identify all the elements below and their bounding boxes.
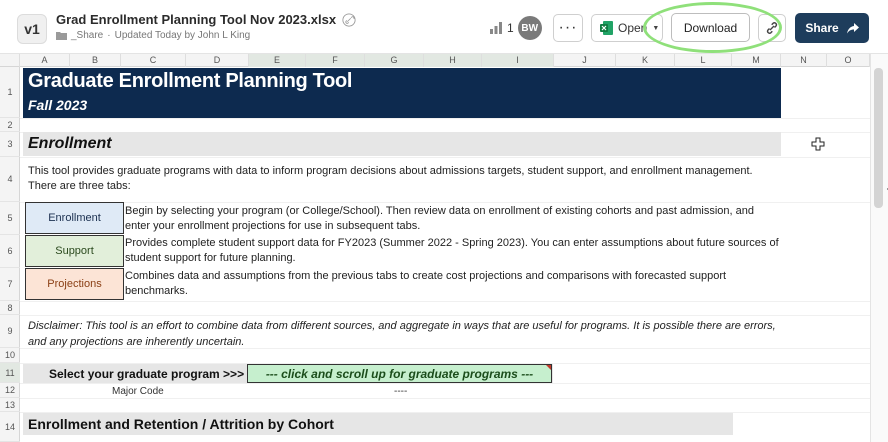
viewer-count[interactable] <box>481 15 543 41</box>
copy-link-button[interactable] <box>758 14 786 42</box>
column-header[interactable]: B <box>70 54 121 67</box>
disclaimer-line: and any projections are inherently uncertain. <box>28 336 245 348</box>
column-header[interactable]: H <box>424 54 482 67</box>
projections-tab-description <box>125 269 785 299</box>
row-header[interactable]: 2 <box>0 118 20 132</box>
row-header[interactable]: 3 <box>0 132 20 157</box>
column-header[interactable]: A <box>20 54 70 67</box>
column-header[interactable]: D <box>186 54 249 67</box>
cohort-section-title: Enrollment and Retention / Attrition by Cohort <box>28 416 334 432</box>
row-header[interactable]: 5 <box>0 202 20 235</box>
viewer-count-number: 1 <box>507 21 514 35</box>
column-header[interactable]: N <box>781 54 827 67</box>
intro-line: There are three tabs: <box>28 180 131 192</box>
updated-text: Updated Today by John L King <box>114 30 251 41</box>
vertical-scrollbar[interactable] <box>870 54 888 442</box>
link-icon[interactable] <box>342 13 356 27</box>
separator-dot: · <box>107 30 111 41</box>
row-header[interactable]: 10 <box>0 348 20 363</box>
row-header[interactable]: 6 <box>0 235 20 268</box>
file-name: Grad Enrollment Planning Tool Nov 2023.xlsx <box>56 12 337 27</box>
folder-icon <box>56 31 67 40</box>
row-header[interactable]: 9 <box>0 315 20 348</box>
comment-indicator-icon <box>546 365 551 370</box>
column-header[interactable]: M <box>732 54 781 67</box>
enrollment-tab-link[interactable]: Enrollment <box>25 202 124 234</box>
excel-icon <box>600 21 613 35</box>
file-title <box>56 12 356 27</box>
column-header[interactable]: K <box>616 54 675 67</box>
bar-chart-icon <box>489 22 503 34</box>
more-options-button[interactable]: ··· <box>553 14 583 42</box>
column-header[interactable]: F <box>306 54 365 67</box>
row-header[interactable]: 8 <box>0 301 20 315</box>
support-tab-link[interactable]: Support <box>25 235 124 267</box>
sheet-title: Graduate Enrollment Planning Tool <box>28 70 353 92</box>
row-header[interactable]: 12 <box>0 383 20 398</box>
row-header[interactable]: 14 <box>0 412 20 442</box>
projections-tab-link[interactable]: Projections <box>25 268 124 300</box>
sheet-subtitle: Fall 2023 <box>28 97 88 113</box>
open-button-label: Open <box>618 21 648 35</box>
version-badge[interactable]: v1 <box>17 14 47 44</box>
share-button-label: Share <box>805 21 839 35</box>
row-header[interactable]: 4 <box>0 157 20 202</box>
column-header[interactable]: L <box>675 54 732 67</box>
row-header[interactable]: 13 <box>0 398 20 412</box>
intro-text <box>28 164 778 194</box>
download-button[interactable]: Download <box>671 13 750 42</box>
description-line: Combines data and assumptions from the previous tabs to create cost projections and comparisons with forecasted support <box>125 270 727 282</box>
program-select-label: Select your graduate program >>> <box>49 367 245 381</box>
support-tab-description <box>125 236 785 266</box>
folder-name[interactable]: _Share <box>71 30 104 41</box>
column-header[interactable]: G <box>365 54 424 67</box>
major-code-value: ---- <box>394 386 408 397</box>
row-header[interactable]: 11 <box>0 363 20 383</box>
column-header[interactable]: O <box>827 54 870 67</box>
column-header-bar <box>0 54 870 67</box>
description-line: benchmarks. <box>125 285 188 297</box>
column-header[interactable]: C <box>121 54 186 67</box>
share-arrow-icon <box>847 23 859 34</box>
disclaimer-text <box>28 318 788 350</box>
intro-line: This tool provides graduate programs with data to inform program decisions about admissions targets, student support, and enrollment management. <box>28 165 753 177</box>
open-button[interactable] <box>591 14 663 42</box>
description-line: enter your enrollment projections for use in subsequent tabs. <box>125 220 421 232</box>
description-line: Provides complete student support data for FY2023 (Summer 2022 - Spring 2023). You can enter assumptions about future sources of <box>125 237 779 249</box>
column-header[interactable]: E <box>249 54 306 67</box>
column-header[interactable]: I <box>482 54 554 67</box>
scrollbar-thumb[interactable] <box>874 68 883 208</box>
description-line: Begin by selecting your program (or College/School). Then review data on enrollment of existing cohorts and past admission, and <box>125 205 754 217</box>
link-icon <box>765 21 779 35</box>
major-code-label: Major Code <box>112 386 164 397</box>
select-all-corner[interactable] <box>0 54 20 67</box>
file-subtitle <box>56 30 250 41</box>
move-cursor-icon <box>811 137 825 151</box>
program-select-value: --- click and scroll up for graduate programs --- <box>265 366 534 381</box>
disclaimer-line: Disclaimer: This tool is an effort to combine data from different sources, and aggregate in ways that are useful for programs. It is possible there are errors, <box>28 320 776 332</box>
chevron-down-icon: ▼ <box>652 24 660 32</box>
row-header-bar <box>0 67 20 442</box>
program-select-dropdown[interactable] <box>247 364 552 383</box>
file-toolbar <box>0 0 888 54</box>
section-title: Enrollment <box>28 135 112 152</box>
description-line: student support for future planning. <box>125 252 296 264</box>
column-header[interactable]: J <box>554 54 616 67</box>
section-banner <box>23 132 781 156</box>
row-header[interactable]: 7 <box>0 268 20 301</box>
row-header[interactable]: 1 <box>0 67 20 118</box>
share-button[interactable] <box>795 13 869 43</box>
enrollment-tab-description <box>125 204 785 234</box>
avatar[interactable]: BW <box>518 16 542 40</box>
